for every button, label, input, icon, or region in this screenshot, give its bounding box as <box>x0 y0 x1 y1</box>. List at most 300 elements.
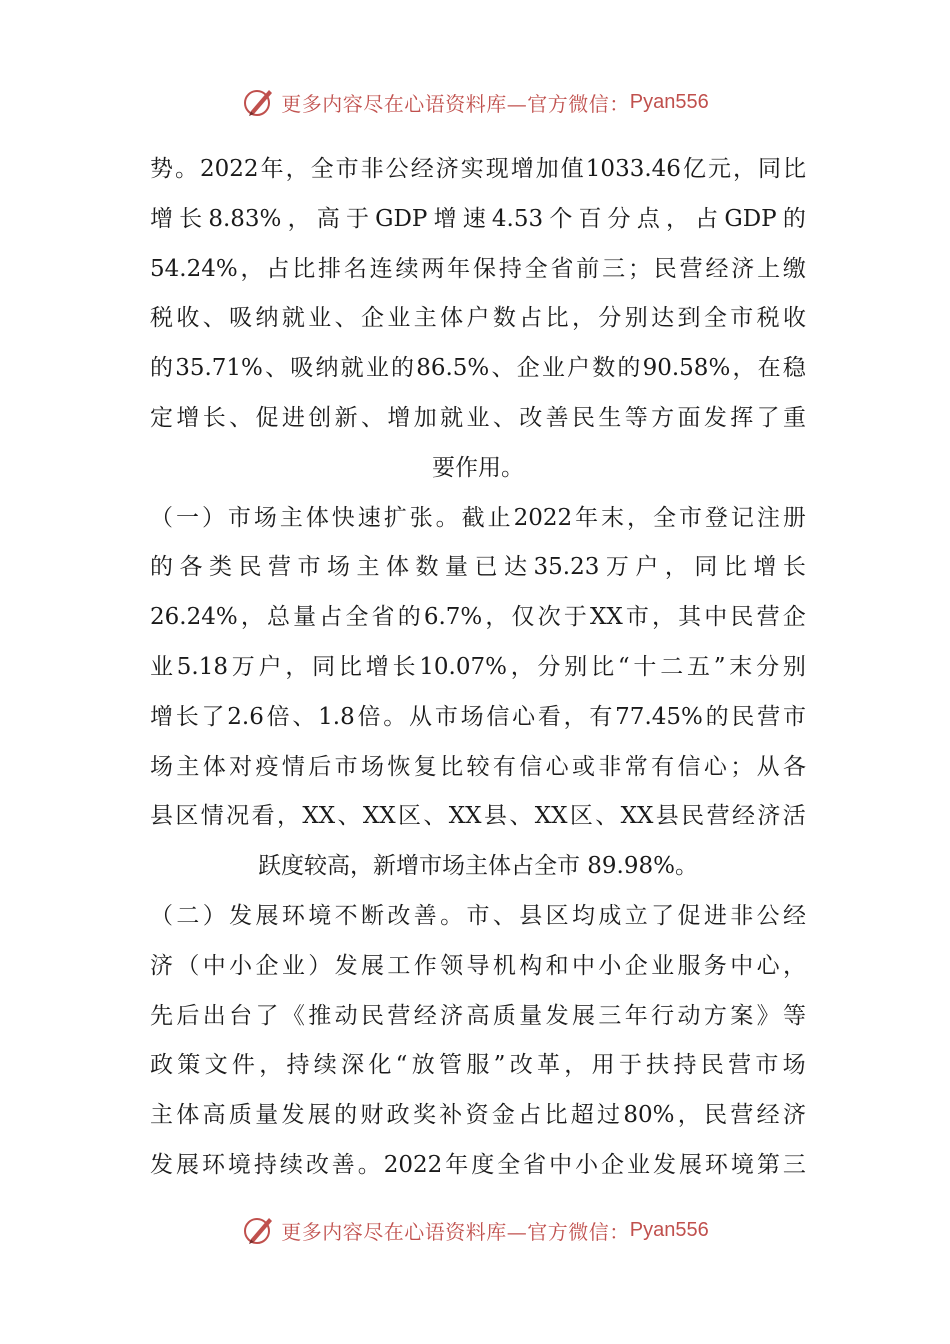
watermark-handle: Pyan556 <box>629 1218 709 1241</box>
text-glyph: 企 <box>361 305 384 332</box>
text-glyph: 的 <box>705 703 729 730</box>
text-glyph: 服 <box>466 1052 490 1079</box>
text-glyph: 境 <box>227 1151 251 1178</box>
text-glyph: 同 <box>694 554 718 581</box>
text-glyph: 1033.46 <box>585 156 681 182</box>
text-glyph: 发 <box>703 404 727 431</box>
text-glyph: 中 <box>572 952 595 979</box>
text-glyph: 省 <box>523 1151 547 1178</box>
text-glyph: 中 <box>549 1151 573 1178</box>
text-glyph: 长 <box>782 554 806 581</box>
text-glyph: 均 <box>572 902 595 929</box>
text-glyph: 复 <box>413 753 437 780</box>
text-glyph: 策 <box>177 1052 201 1079</box>
text-glyph: 民 <box>730 604 754 631</box>
text-glyph: 案 <box>730 1002 754 1029</box>
text-glyph: 看 <box>537 703 561 730</box>
text-glyph: 达 <box>504 554 527 581</box>
text-glyph: 前 <box>576 255 600 282</box>
text-glyph: 在 <box>757 355 781 382</box>
text-glyph: 加 <box>535 156 559 182</box>
text-glyph: ， <box>677 1102 701 1129</box>
text-glyph: 亿 <box>682 156 706 182</box>
text-glyph: 、 <box>337 803 361 830</box>
text-glyph: 业 <box>651 952 675 979</box>
text-glyph: 民 <box>700 1052 724 1079</box>
text-glyph: 信 <box>486 703 510 730</box>
text-glyph: 扩 <box>383 504 407 531</box>
text-glyph: 发 <box>229 902 253 929</box>
text-glyph: 、 <box>361 404 384 431</box>
text-glyph: ， <box>783 952 806 979</box>
text-glyph: 补 <box>439 1102 463 1129</box>
text-glyph: 深 <box>341 1052 365 1079</box>
text-glyph: 同 <box>757 156 781 182</box>
text-glyph: 持 <box>498 255 522 282</box>
text-glyph: 后 <box>176 1002 200 1029</box>
text-glyph: 了 <box>651 902 675 929</box>
text-glyph: 长 <box>179 205 203 232</box>
text-glyph: 台 <box>229 1002 253 1029</box>
text-glyph: 省 <box>550 255 574 282</box>
text-glyph: 况 <box>226 803 250 830</box>
text-glyph: GDP <box>724 205 777 232</box>
text-glyph: 场 <box>327 554 350 581</box>
text-glyph: 后 <box>308 753 332 780</box>
text-glyph: 全 <box>703 305 727 332</box>
text-glyph: 县 <box>150 803 173 830</box>
text-glyph: 营 <box>268 554 291 581</box>
text-glyph: （ <box>176 952 200 979</box>
text-glyph: 民 <box>704 1102 728 1129</box>
text-glyph: 、 <box>491 355 515 382</box>
text-glyph: 、 <box>509 803 533 830</box>
text-line <box>150 743 806 793</box>
text-glyph: 年 <box>260 156 284 182</box>
text-glyph: （ <box>150 504 173 531</box>
text-glyph: 体 <box>176 1102 200 1129</box>
text-glyph: 促 <box>677 902 701 929</box>
text-glyph: 。 <box>435 504 459 531</box>
text-glyph: 主 <box>413 305 437 332</box>
text-glyph: 小 <box>575 1151 599 1178</box>
text-glyph: ） <box>202 902 226 929</box>
text-glyph: 主 <box>279 504 303 531</box>
text-glyph: 奖 <box>412 1102 436 1129</box>
text-glyph: 不 <box>334 902 358 929</box>
text-glyph: 立 <box>624 902 648 929</box>
text-glyph: 行 <box>651 1002 675 1029</box>
text-glyph: 年 <box>624 1002 648 1029</box>
text-glyph: 场 <box>460 703 484 730</box>
text-glyph: 善 <box>413 902 437 929</box>
text-glyph: 保 <box>472 255 496 282</box>
text-glyph: 市 <box>782 703 806 730</box>
text-glyph: （ <box>150 902 173 929</box>
text-glyph: 和 <box>545 952 569 979</box>
text-glyph: 区 <box>545 902 569 929</box>
text-glyph: 促 <box>255 404 279 431</box>
text-glyph: 、 <box>595 803 619 830</box>
text-glyph: 实 <box>460 156 484 182</box>
text-glyph: 民 <box>238 554 262 581</box>
text-glyph: 新 <box>334 404 358 431</box>
text-glyph: 持 <box>286 1052 310 1079</box>
text-glyph: 市 <box>227 504 251 531</box>
text-glyph: “ <box>395 1052 408 1079</box>
text-glyph: 吸 <box>290 355 314 382</box>
watermark-handle: Pyan556 <box>629 90 709 113</box>
text-glyph: 展 <box>678 1151 702 1178</box>
text-glyph: 的 <box>334 1102 358 1129</box>
text-glyph: 市 <box>466 902 490 929</box>
text-glyph: 方 <box>651 404 675 431</box>
text-glyph: 政 <box>150 1052 173 1079</box>
text-glyph: 营 <box>728 1052 752 1079</box>
text-glyph: 于 <box>618 1052 642 1079</box>
text-glyph: 主 <box>150 1102 173 1129</box>
text-glyph: 年 <box>575 504 599 531</box>
text-glyph: 民 <box>731 703 755 730</box>
text-glyph: 有 <box>651 753 675 780</box>
text-glyph: 4.53 <box>491 205 544 232</box>
text-glyph: 分 <box>537 653 561 680</box>
text-glyph: 心 <box>545 753 569 780</box>
text-glyph: 、 <box>265 355 289 382</box>
text-glyph: 倍 <box>266 703 290 730</box>
text-glyph: ， <box>732 355 756 382</box>
text-line <box>150 543 806 593</box>
text-glyph: 公 <box>385 156 409 182</box>
text-glyph: 90.58% <box>642 355 731 382</box>
text-glyph: 民 <box>361 1002 384 1029</box>
text-glyph: 、 <box>334 305 358 332</box>
text-glyph: 税 <box>756 305 780 332</box>
text-glyph: 缴 <box>782 255 806 282</box>
text-glyph: 企 <box>782 604 806 631</box>
text-line <box>150 992 806 1042</box>
text-glyph: 推 <box>308 1002 332 1029</box>
text-glyph: XX <box>534 803 568 830</box>
text-glyph: 公 <box>756 902 780 929</box>
text-glyph: 发 <box>150 1151 173 1178</box>
text-glyph: 的 <box>150 355 173 382</box>
text-glyph: 三 <box>782 1151 806 1178</box>
text-glyph: 比 <box>544 1102 568 1129</box>
text-glyph: 比 <box>338 653 362 680</box>
text-glyph: 2.6 <box>227 703 264 730</box>
text-glyph: 长 <box>392 653 416 680</box>
text-line <box>150 892 806 942</box>
text-glyph: 值 <box>560 156 584 182</box>
text-glyph: XX <box>620 803 654 830</box>
text-glyph: 度 <box>471 1151 495 1178</box>
text-glyph: 恢 <box>387 753 411 780</box>
text-glyph: 量 <box>445 554 468 581</box>
text-glyph: 信 <box>519 753 543 780</box>
text-glyph: ， <box>510 653 534 680</box>
text-glyph: ， <box>652 604 675 631</box>
text-line <box>150 195 806 245</box>
text-glyph: 10.07% <box>419 653 507 680</box>
text-glyph: 展 <box>572 1002 595 1029</box>
text-glyph: 截 <box>461 504 485 531</box>
text-glyph: 场 <box>150 753 173 780</box>
text-glyph: 重 <box>783 404 806 431</box>
text-line <box>150 444 806 494</box>
text-glyph: 改 <box>387 902 411 929</box>
text-glyph: 总 <box>266 604 290 631</box>
text-glyph: 市 <box>434 703 458 730</box>
text-glyph: 第 <box>756 1151 780 1178</box>
text-glyph: ” <box>493 1052 506 1079</box>
text-glyph: 业 <box>387 305 411 332</box>
text-glyph: ， <box>666 205 689 232</box>
text-glyph: 了 <box>201 703 225 730</box>
text-glyph: 占 <box>266 255 290 282</box>
text-glyph: 二 <box>660 653 684 680</box>
text-glyph: 收 <box>783 305 806 332</box>
text-glyph: 心 <box>756 952 780 979</box>
text-line <box>150 1141 806 1191</box>
text-glyph: 的 <box>782 205 806 232</box>
text-glyph: 看 <box>251 803 275 830</box>
text-glyph: 长 <box>175 703 199 730</box>
text-glyph: 》 <box>756 1002 780 1029</box>
text-glyph: 市 <box>678 504 702 531</box>
text-glyph: 面 <box>677 404 701 431</box>
text-glyph: 35.23 <box>533 554 600 581</box>
text-glyph: 续 <box>279 1151 303 1178</box>
text-glyph: 高 <box>466 1002 490 1029</box>
text-glyph: ， <box>485 604 509 631</box>
text-glyph: 心 <box>703 753 727 780</box>
text-glyph: 十 <box>633 653 657 680</box>
text-glyph: 稳 <box>782 355 806 382</box>
text-line <box>150 842 806 892</box>
text-glyph: 善 <box>545 404 569 431</box>
watermark-footer <box>0 1210 950 1250</box>
text-glyph: 8.83% <box>208 205 282 232</box>
text-glyph: 财 <box>360 1102 384 1129</box>
text-glyph: 增 <box>510 156 534 182</box>
text-glyph: 。 <box>383 703 407 730</box>
text-glyph: 年 <box>447 255 471 282</box>
text-glyph: 、 <box>229 404 253 431</box>
text-glyph: 比 <box>591 653 615 680</box>
text-glyph: 发 <box>652 1151 676 1178</box>
text-glyph: ， <box>276 803 300 830</box>
text-glyph: 县 <box>519 902 543 929</box>
text-glyph: 占 <box>319 604 343 631</box>
text-glyph: 其 <box>678 604 702 631</box>
text-glyph: 境 <box>308 902 332 929</box>
text-glyph: 中 <box>730 952 754 979</box>
text-glyph: 营 <box>679 255 703 282</box>
text-glyph: 业 <box>365 355 389 382</box>
text-glyph: ， <box>285 156 309 182</box>
text-glyph: 全 <box>310 156 334 182</box>
text-glyph: 主 <box>356 554 380 581</box>
text-glyph: 场 <box>782 1052 806 1079</box>
text-glyph: 环 <box>704 1151 728 1178</box>
text-glyph: 成 <box>598 902 622 929</box>
text-glyph: ， <box>285 653 309 680</box>
text-glyph: 分 <box>756 653 780 680</box>
text-glyph: 百 <box>578 205 602 232</box>
text-glyph: 场 <box>361 753 384 780</box>
text-glyph: 末 <box>601 504 625 531</box>
text-glyph: 有 <box>492 753 516 780</box>
text-glyph: 市 <box>730 305 754 332</box>
text-glyph: ， <box>240 255 264 282</box>
text-glyph: 环 <box>281 902 305 929</box>
text-glyph: 机 <box>492 952 516 979</box>
text-glyph: 类 <box>209 554 232 581</box>
text-glyph: 企 <box>516 355 540 382</box>
text-glyph: 86.5% <box>416 355 490 382</box>
text-glyph: 三 <box>602 255 626 282</box>
text-glyph: 同 <box>312 653 336 680</box>
text-glyph: ， <box>664 554 688 581</box>
text-glyph: 于 <box>345 205 369 232</box>
text-glyph: 超 <box>570 1102 594 1129</box>
text-glyph: 占 <box>518 1102 542 1129</box>
text-glyph: 市 <box>755 1052 779 1079</box>
text-glyph: 常 <box>624 753 648 780</box>
text-glyph: 用 <box>591 1052 615 1079</box>
text-glyph: 营 <box>756 604 780 631</box>
text-glyph: 济 <box>440 1002 464 1029</box>
text-glyph: 业 <box>627 1151 651 1178</box>
text-glyph: 二 <box>176 902 200 929</box>
text-glyph: 市 <box>625 604 649 631</box>
text-glyph: 从 <box>409 703 433 730</box>
text-glyph: XX <box>589 604 623 631</box>
text-line <box>150 394 806 444</box>
text-glyph: 济 <box>731 255 755 282</box>
text-glyph: 全 <box>497 1151 521 1178</box>
text-glyph: 高 <box>316 205 340 232</box>
text-glyph: 营 <box>757 703 781 730</box>
text-glyph: 质 <box>228 1102 252 1129</box>
text-glyph: 营 <box>730 1102 754 1129</box>
text-glyph: 心 <box>512 703 536 730</box>
text-glyph: 已 <box>474 554 498 581</box>
text-glyph: 别 <box>782 653 806 680</box>
text-glyph: 业 <box>308 305 332 332</box>
pen-logo-icon <box>241 1212 277 1248</box>
text-glyph: 元 <box>707 156 731 182</box>
text-glyph: 35.71% <box>175 355 263 382</box>
text-glyph: 登 <box>704 504 728 531</box>
text-glyph: 改 <box>519 404 543 431</box>
text-glyph: 区 <box>569 803 593 830</box>
text-glyph: 济 <box>435 156 459 182</box>
text-glyph: 连 <box>369 255 393 282</box>
text-glyph: 仅 <box>511 604 535 631</box>
text-glyph: 展 <box>255 902 279 929</box>
text-glyph: 过 <box>597 1102 621 1129</box>
text-glyph: 业 <box>541 355 565 382</box>
text-line <box>150 593 806 643</box>
text-glyph: 《 <box>281 1002 305 1029</box>
text-glyph: 别 <box>564 653 588 680</box>
text-line <box>150 643 806 693</box>
text-glyph: 户 <box>635 554 659 581</box>
text-glyph: 就 <box>440 404 464 431</box>
text-glyph: 先 <box>150 1002 173 1029</box>
text-glyph: 市 <box>334 753 358 780</box>
text-glyph: ， <box>572 305 595 332</box>
text-glyph: 增 <box>753 554 777 581</box>
text-glyph: 势 <box>150 156 173 182</box>
text-glyph: 管 <box>439 1052 463 1079</box>
text-glyph: 、 <box>492 902 516 929</box>
text-glyph: 分 <box>607 205 631 232</box>
text-glyph: 全 <box>652 504 676 531</box>
text-glyph: 中 <box>704 604 728 631</box>
text-glyph: 54.24% <box>150 255 238 282</box>
text-glyph: 区 <box>175 803 199 830</box>
text-glyph: ； <box>627 255 651 282</box>
text-line <box>150 792 806 842</box>
text-glyph: 数 <box>592 355 616 382</box>
text-glyph: 营 <box>706 803 730 830</box>
text-glyph: 2022 <box>383 1151 443 1178</box>
text-glyph: 展 <box>361 952 384 979</box>
text-glyph: 三 <box>598 1002 622 1029</box>
text-glyph: ） <box>201 504 225 531</box>
text-glyph: 进 <box>281 404 305 431</box>
text-glyph: 6.7% <box>423 604 483 631</box>
text-glyph: 五 <box>686 653 710 680</box>
text-glyph: 体 <box>305 504 329 531</box>
text-glyph: 、 <box>202 305 226 332</box>
text-glyph: 经 <box>410 156 434 182</box>
text-glyph: 各 <box>179 554 203 581</box>
text-glyph: 导 <box>466 952 490 979</box>
text-glyph: 非 <box>730 902 754 929</box>
watermark-slogan: 更多内容尽在心语资料库—官方微信： <box>281 91 630 116</box>
text-glyph: 济 <box>782 1102 806 1129</box>
text-glyph: 5.18 <box>176 653 228 680</box>
text-glyph: 经 <box>783 902 806 929</box>
text-glyph: 等 <box>624 404 648 431</box>
text-glyph: 情 <box>200 803 224 830</box>
text-glyph: 业 <box>281 952 305 979</box>
text-glyph: 注 <box>756 504 780 531</box>
text-glyph: 续 <box>313 1052 337 1079</box>
text-glyph: 。 <box>357 1151 381 1178</box>
text-glyph: 经 <box>731 803 755 830</box>
text-glyph: 了 <box>255 1002 279 1029</box>
text-glyph: 张 <box>409 504 433 531</box>
text-glyph: 两 <box>421 255 445 282</box>
text-glyph: “ <box>617 653 630 680</box>
text-line <box>150 344 806 394</box>
text-glyph: 全 <box>524 255 548 282</box>
text-glyph: 增 <box>365 653 389 680</box>
text-glyph: 定 <box>150 404 173 431</box>
text-glyph: 济 <box>150 952 173 979</box>
text-glyph: 区 <box>398 803 422 830</box>
text-glyph: 、 <box>492 404 516 431</box>
text-glyph: 经 <box>756 1102 780 1129</box>
text-glyph: 生 <box>598 404 622 431</box>
text-glyph: 件 <box>231 1052 255 1079</box>
text-glyph: 排 <box>318 255 342 282</box>
